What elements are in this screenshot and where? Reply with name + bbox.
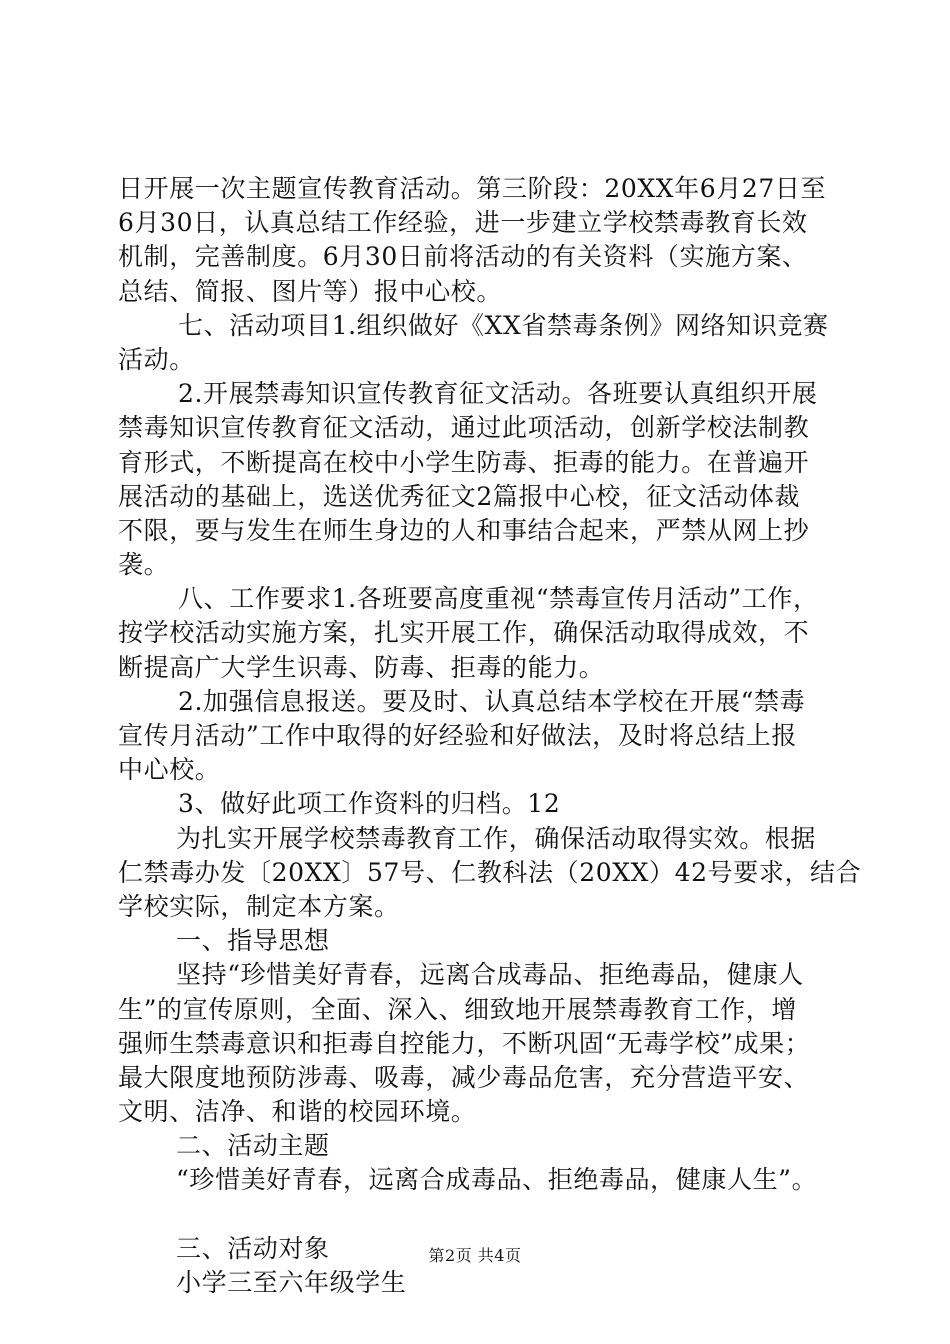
text-line: 小学三至六年级学生: [176, 1268, 407, 1297]
text-line: 八、工作要求1.各班要高度重视“禁毒宣传月活动”工作，: [178, 584, 819, 614]
text-line: 二、活动主题: [176, 1131, 330, 1161]
text-line: 6月30日，认真总结工作经验，进一步建立学校禁毒教育长效: [118, 208, 808, 238]
text-line: 仁禁毒办发〔20XX〕57号、仁教科法（20XX）42号要求，结合: [118, 857, 862, 887]
text-line: 日开展一次主题宣传教育活动。第三阶段：20XX年6月27日至: [118, 174, 827, 203]
text-line: 活动。: [118, 344, 195, 374]
text-line: 一、指导思想: [176, 926, 330, 956]
text-line: 强师生禁毒意识和拒毒自控能力，不断巩固“无毒学校”成果；: [118, 1028, 811, 1058]
text-line: 宣传月活动”工作中取得的好经验和好做法，及时将总结上报: [118, 721, 797, 750]
text-line: “珍惜美好青春，远离合成毒品、拒绝毒品，健康人生”。: [176, 1165, 818, 1195]
blank-line: [118, 1198, 846, 1232]
text-line: 机制，完善制度。6月30日前将活动的有关资料（实施方案、: [118, 242, 808, 272]
text-line: 袭。: [118, 550, 170, 580]
text-line: 为扎实开展学校禁毒教育工作，确保活动取得实效。根据: [176, 823, 817, 853]
text-line: 展活动的基础上，选送优秀征文2篇报中心校，征文活动体裁: [118, 481, 801, 511]
text-line: 禁毒知识宣传教育征文活动，通过此项活动，创新学校法制教: [118, 413, 810, 443]
text-line: 3、做好此项工作资料的归档。12: [178, 789, 561, 819]
text-line: 学校实际，制定本方案。: [118, 891, 400, 921]
text-line: 三、活动对象: [176, 1233, 330, 1263]
text-line: 文明、洁净、和谐的校园环境。: [118, 1097, 477, 1127]
document-body: [118, 172, 862, 1300]
text-line: 最大限度地预防涉毒、吸毒，减少毒品危害，充分营造平安、: [118, 1062, 810, 1092]
text-line: 总结、简报、图片等）报中心校。: [118, 276, 503, 306]
text-line: 断提高广大学生识毒、防毒、拒毒的能力。: [118, 652, 605, 682]
text-line: 坚持“珍惜美好青春，远离合成毒品、拒绝毒品，健康人: [176, 960, 804, 990]
text-line: 中心校。: [118, 755, 221, 785]
text-line: 2.加强信息报送。要及时、认真总结本学校在开展“禁毒: [178, 686, 806, 716]
text-line: 按学校活动实施方案，扎实开展工作，确保活动取得成效，不: [118, 618, 810, 648]
text-line: 2.开展禁毒知识宣传教育征文活动。各班要认真组织开展: [178, 379, 818, 409]
page-footer: 第2页 共4页: [428, 1246, 522, 1265]
text-line: 生”的宣传原则，全面、深入、细致地开展禁毒教育工作，增: [118, 994, 797, 1024]
text-line: 不限，要与发生在师生身边的人和事结合起来，严禁从网上抄: [118, 515, 810, 545]
text-line: 育形式，不断提高在校中小学生防毒、拒毒的能力。在普遍开: [118, 447, 810, 477]
text-line: 七、活动项目1.组织做好《XX省禁毒条例》网络知识竞赛: [178, 310, 829, 340]
